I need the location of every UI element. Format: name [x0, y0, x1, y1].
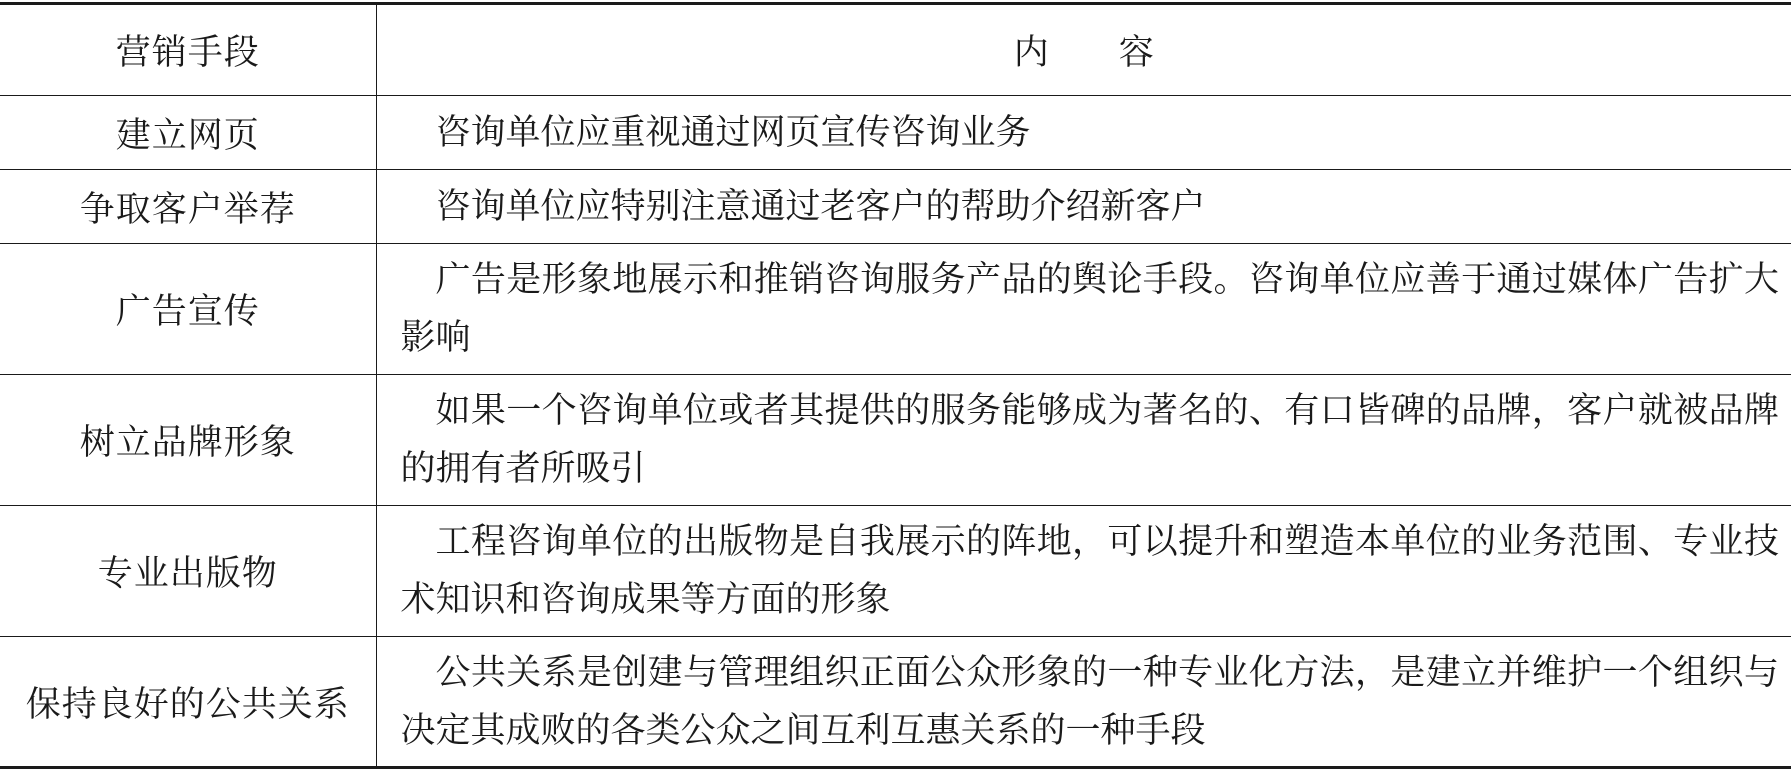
table-row — [0, 244, 1791, 375]
table-row — [0, 375, 1791, 506]
header-content-cell — [376, 4, 1791, 96]
content-text: 如果一个咨询单位或者其提供的服务能够成为著名的、有口皆碑的品牌，客户就被品牌的拥有者所吸引 — [400, 391, 1779, 489]
method-cell: 争取客户举荐 — [0, 170, 376, 244]
content-text: 咨询单位应重视通过网页宣传咨询业务 — [435, 112, 1031, 153]
table-row — [0, 96, 1791, 170]
header-method: 营销手段 — [0, 4, 376, 96]
table-row — [0, 170, 1791, 244]
method-cell: 保持良好的公共关系 — [0, 637, 376, 768]
method-cell: 专业出版物 — [0, 506, 376, 637]
content-cell — [376, 170, 1791, 244]
method-cell: 建立网页 — [0, 96, 376, 170]
content-cell — [376, 506, 1791, 637]
method-cell: 树立品牌形象 — [0, 375, 376, 506]
content-cell — [376, 244, 1791, 375]
table-row — [0, 637, 1791, 768]
content-cell — [376, 96, 1791, 170]
content-text: 工程咨询单位的出版物是自我展示的阵地，可以提升和塑造本单位的业务范围、专业技术知识和咨询成果等方面的形象 — [400, 522, 1779, 620]
content-text: 咨询单位应特别注意通过老客户的帮助介绍新客户 — [435, 186, 1206, 227]
content-cell — [376, 375, 1791, 506]
content-cell — [376, 637, 1791, 768]
table-row — [0, 506, 1791, 637]
content-text: 广告是形象地展示和推销咨询服务产品的舆论手段。咨询单位应善于通过媒体广告扩大影响 — [400, 260, 1779, 358]
header-content: 内容 — [1013, 33, 1224, 73]
table-header-row — [0, 4, 1791, 96]
marketing-methods-table — [0, 2, 1791, 769]
method-cell: 广告宣传 — [0, 244, 376, 375]
content-text: 公共关系是创建与管理组织正面公众形象的一种专业化方法，是建立并维护一个组织与决定其成败的各类公众之间互利互惠关系的一种手段 — [400, 652, 1779, 751]
